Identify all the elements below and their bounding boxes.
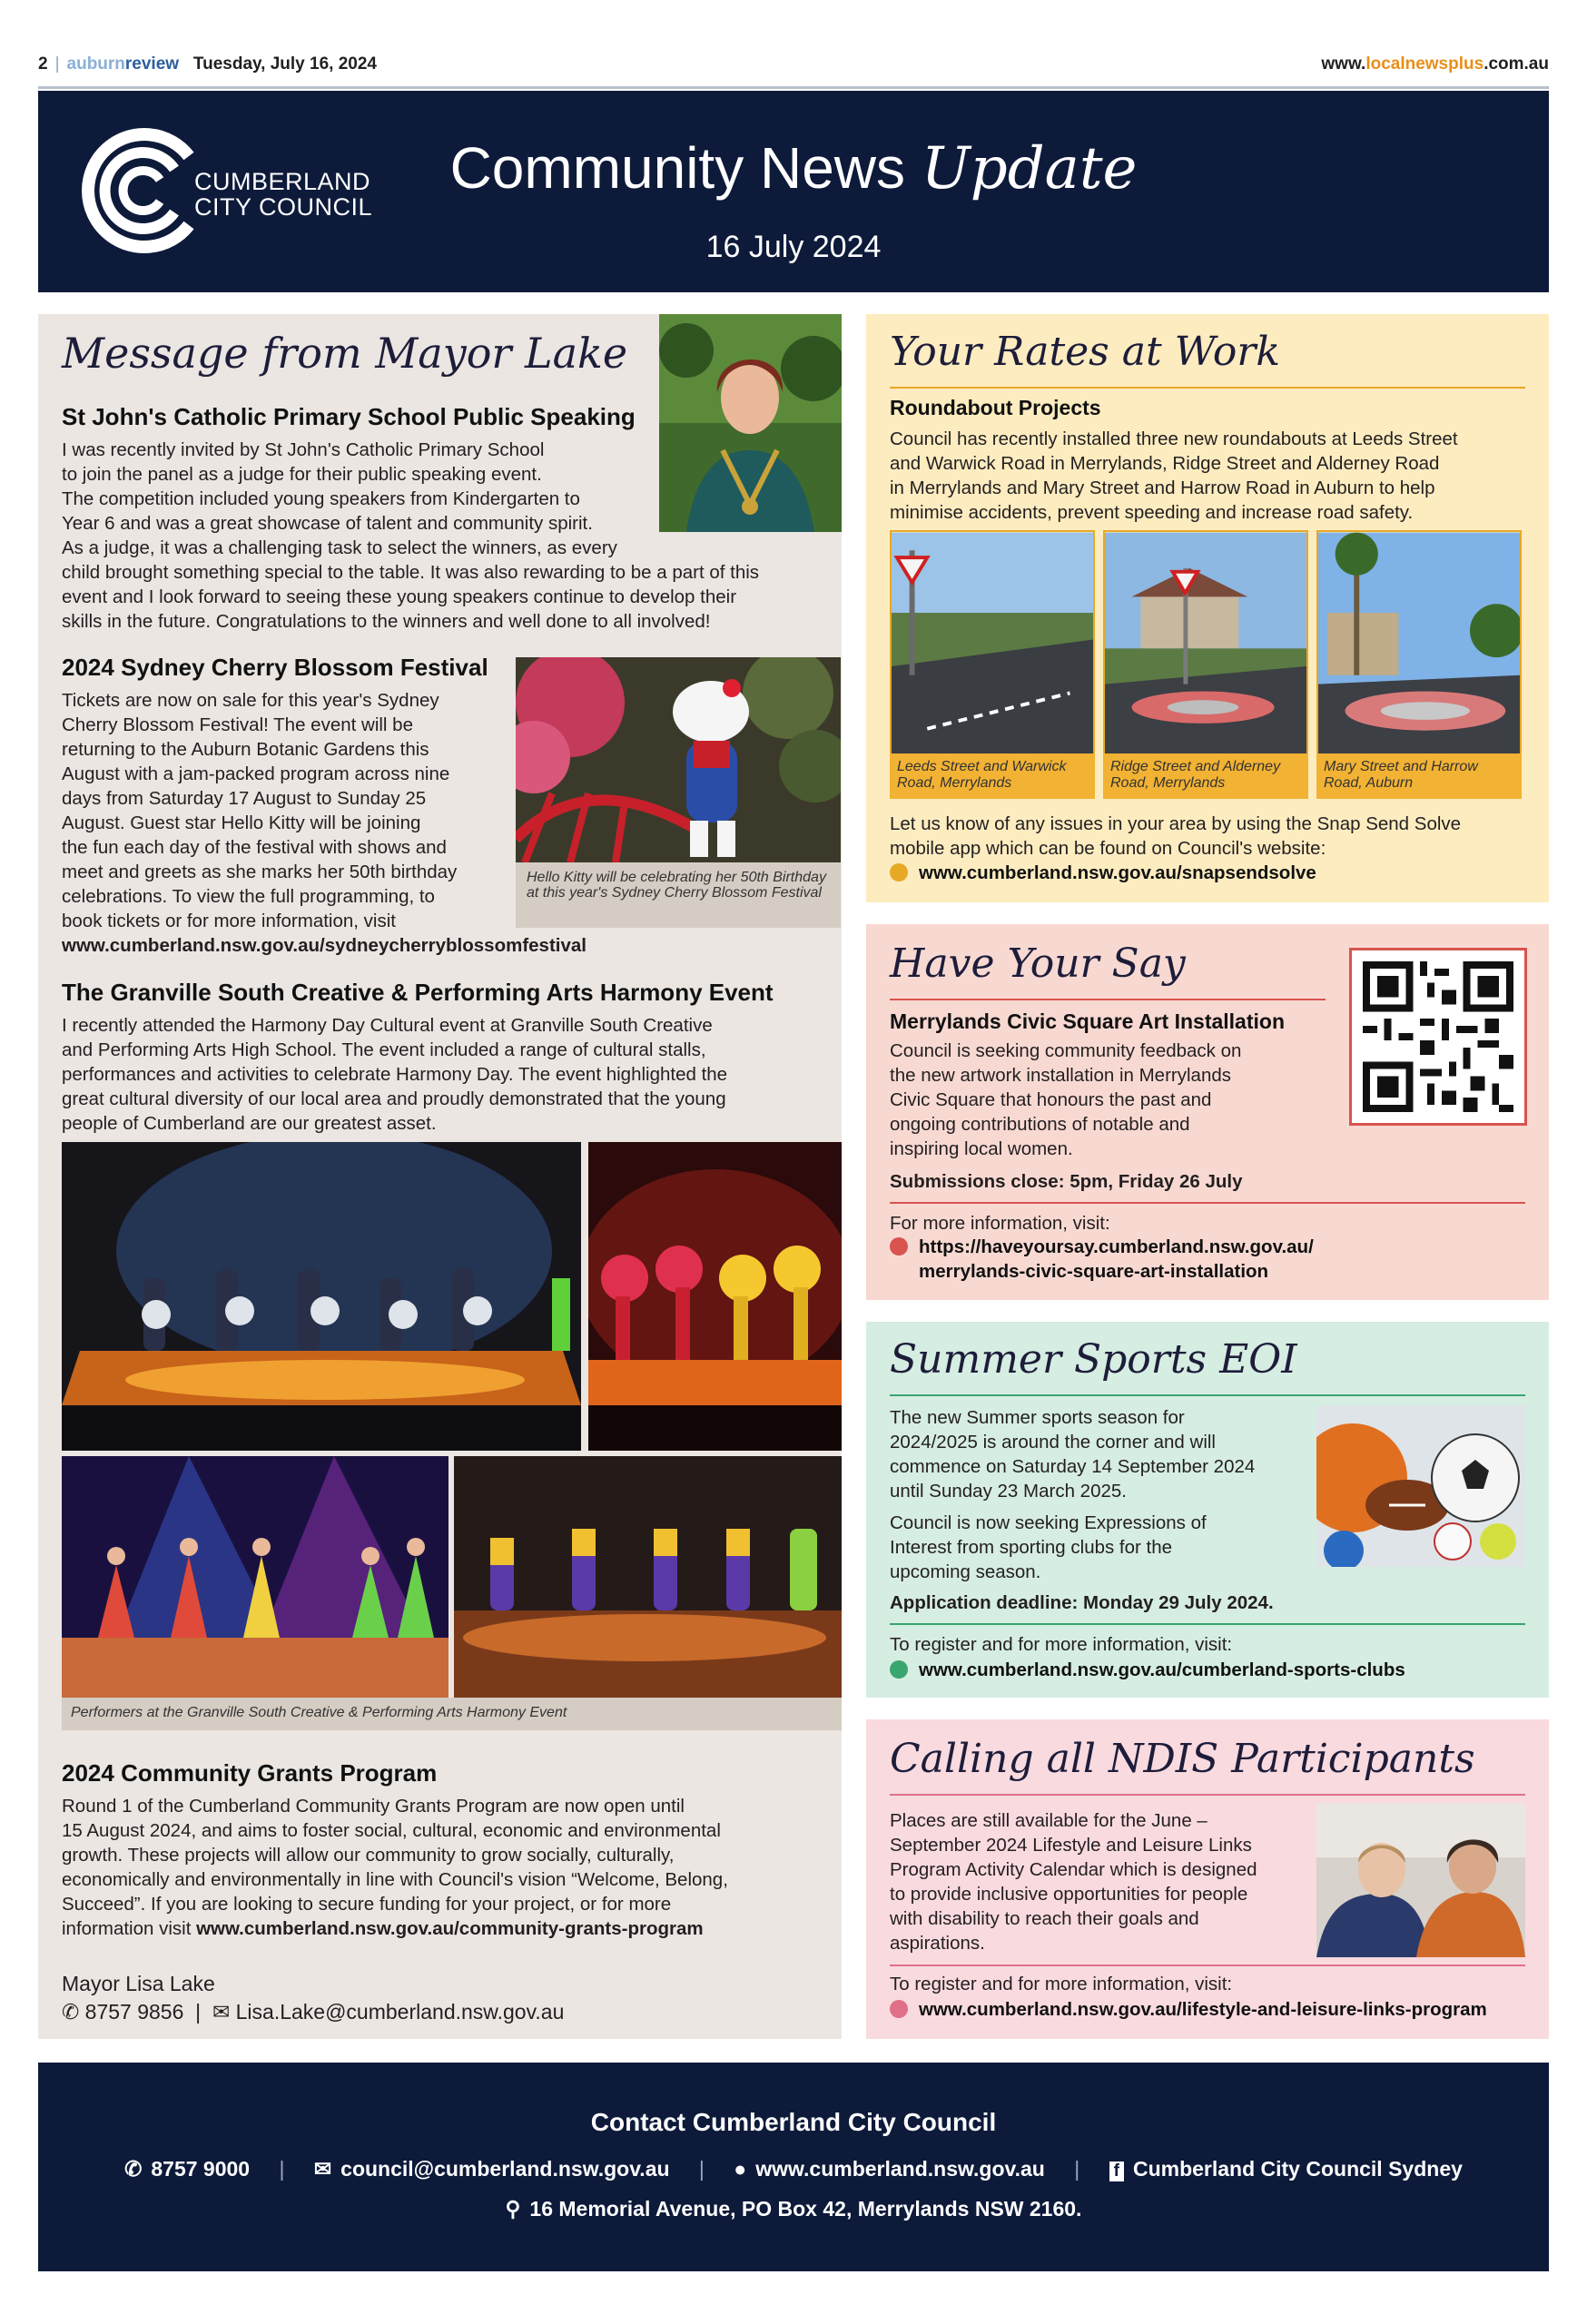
mayor-s3-body: I recently attended the Harmony Day Cultural event at Granville South Creative and Performing Arts High School. The event included a range of cultural stalls, performances and activities to celebrate Harmony Day. The event highlighted the great cultural diversity of our local area and proudly demonstrated that the young people of Cumberland are our greatest asset. bbox=[62, 1015, 728, 1134]
say-heading: Merrylands Civic Square Art Installation bbox=[890, 1009, 1285, 1033]
qr-code-icon[interactable] bbox=[1349, 948, 1527, 1126]
facebook-icon: f bbox=[1109, 2162, 1124, 2181]
mayor-email[interactable]: Lisa.Lake@cumberland.nsw.gov.au bbox=[235, 2000, 565, 2024]
say-title-rule bbox=[890, 999, 1326, 1000]
mayor-s1-body: I was recently invited by St John's Catholic Primary School to join the panel as a judge for their public speaking event. The competition included young speakers from Kindergarten to Year 6 and was a great showcase of talent and community spirit. As a judge, it was a challenging task to select the winners, as every child brought something special to the table. It was also rewarding to be a part of this event and I look forward to seeing these young speakers continue to develop their skills in the future. Congratulations to the winners and well done to all involved! bbox=[62, 439, 760, 632]
paper-brand-light: auburn bbox=[66, 54, 125, 74]
ndis-divider bbox=[890, 1965, 1525, 1966]
mayor-s2-body: Tickets are now on sale for this year's Sydney Cherry Blossom Festival! The event will be returning to the Auburn Botanic Gardens this August with a jam-packed program across nine days from Saturday 17 August to Sunday 25 August. Guest star Hello Kitty will be joining the fun each day of the festival with shows and meet and greets as she marks her 50th birthday celebrations. To view the full programming, to book tickets or for more information, visit www.cumberland.nsw.gov.au/sydneycherryblossomfestival bbox=[62, 690, 586, 956]
group-dance-performance-image bbox=[454, 1456, 842, 1698]
fan-dance-performance-image bbox=[588, 1142, 842, 1451]
cultural-dance-performance-image bbox=[62, 1456, 448, 1698]
sports-title-rule bbox=[890, 1394, 1525, 1396]
envelope-icon: ✉ bbox=[313, 2157, 332, 2181]
footer-email[interactable]: council@cumberland.nsw.gov.au bbox=[340, 2157, 670, 2181]
phone-icon: ✆ bbox=[124, 2157, 143, 2181]
sports-body: The new Summer sports season for 2024/2025 is around the corner and will commence on Saturday 14 September 2024 until Sunday 23 March 2025. bbox=[890, 1407, 1256, 1502]
hello-kitty-caption: Hello Kitty will be celebrating her 50th Birthday at this year's Sydney Cherry Blossom Festival bbox=[516, 862, 841, 928]
footer-facebook[interactable]: Cumberland City Council Sydney bbox=[1132, 2157, 1463, 2181]
event-photos-caption: Performers at the Granville South Creative & Performing Arts Harmony Event bbox=[62, 1698, 842, 1730]
cherry-blossom-link[interactable]: www.cumberland.nsw.gov.au/sydneycherryblossomfestival bbox=[62, 935, 586, 956]
council-logo-text: CUMBERLAND CITY COUNCIL bbox=[194, 168, 373, 221]
mayor-s4-body: Round 1 of the Cumberland Community Grants Program are now open until 15 August 2024, and aims to foster social, cultural, economic and environmental growth. These projects will allow our community to grow socially, culturally, economically and environmentally in line with Council's vision “Welcome, Belong, Succeed”. If you are looking to secure funding for your project, or for more information visit www.cumberland.nsw.gov.au/community-grants-program bbox=[62, 1796, 728, 1939]
say-submissions-close: Submissions close: 5pm, Friday 26 July bbox=[890, 1171, 1243, 1192]
say-title: Have Your Say bbox=[890, 940, 1186, 987]
footer-title: Contact Cumberland City Council bbox=[590, 2108, 997, 2136]
sports-more-info: To register and for more information, visit: bbox=[890, 1634, 1233, 1655]
community-grants-link[interactable]: www.cumberland.nsw.gov.au/community-grants-program bbox=[196, 1918, 704, 1939]
drummers-performance-image bbox=[62, 1142, 581, 1451]
mayor-name: Mayor Lisa Lake bbox=[62, 1972, 215, 1995]
footer-website[interactable]: www.cumberland.nsw.gov.au bbox=[755, 2157, 1045, 2181]
globe-icon bbox=[890, 1660, 908, 1679]
say-body: Council is seeking community feedback on the new artwork installation in Merrylands Civic Square that honours the past and ongoing contributions of notable and inspiring local women. bbox=[890, 1040, 1242, 1159]
rates-title-rule bbox=[890, 387, 1525, 389]
footer-contact-row: ✆ 8757 9000 | ✉ council@cumberland.nsw.gov.au | ● www.cumberland.nsw.gov.au | f Cumberland City Council Sydney bbox=[124, 2157, 1463, 2181]
ndis-title-rule bbox=[890, 1794, 1525, 1796]
footer-phone[interactable]: 8757 9000 bbox=[151, 2157, 251, 2181]
page-number: 2 bbox=[38, 54, 48, 74]
rates-body: Council has recently installed three new roundabouts at Leeds Street and Warwick Road in Merrylands, Ridge Street and Alderney Road in Merrylands and Mary Street and Harrow Road in Auburn to help minimise accidents, prevent speeding and increase road safety. bbox=[890, 428, 1458, 523]
globe-icon bbox=[890, 2000, 908, 2018]
sports-body-2: Council is now seeking Expressions of Interest from sporting clubs for the upcoming season. bbox=[890, 1512, 1207, 1582]
mayor-signature: Mayor Lisa Lake ✆ 8757 9856 | ✉ Lisa.Lake@cumberland.nsw.gov.au bbox=[62, 1972, 565, 2024]
globe-icon: ● bbox=[734, 2157, 747, 2181]
roundabout-caption-1: Leeds Street and Warwick Road, Merrylands bbox=[890, 753, 1095, 799]
newsletter-title: Community News Update bbox=[449, 135, 1138, 202]
ndis-title: Calling all NDIS Participants bbox=[890, 1736, 1475, 1782]
rates-heading: Roundabout Projects bbox=[890, 396, 1101, 419]
say-divider bbox=[890, 1202, 1525, 1204]
sports-link[interactable]: www.cumberland.nsw.gov.au/cumberland-sports-clubs bbox=[890, 1658, 1405, 1682]
sports-balls-image bbox=[1316, 1405, 1525, 1567]
phone-icon: ✆ bbox=[62, 2000, 80, 2024]
roundabout-caption-2: Ridge Street and Alderney Road, Merrylands bbox=[1103, 753, 1308, 799]
ndis-body: Places are still available for the June – September 2024 Lifestyle and Leisure Links Program Activity Calendar which is designed to provide inclusive opportunities for people with disability to reach their goals and aspirations. bbox=[890, 1810, 1257, 1954]
snap-send-solve-link[interactable]: www.cumberland.nsw.gov.au/snapsendsolve bbox=[890, 861, 1316, 885]
newsletter-date: 16 July 2024 bbox=[705, 230, 882, 264]
header-divider bbox=[38, 86, 1549, 89]
roundabout-caption-3: Mary Street and Harrow Road, Auburn bbox=[1316, 753, 1522, 799]
issue-date: Tuesday, July 16, 2024 bbox=[192, 54, 377, 74]
globe-icon bbox=[890, 863, 908, 881]
snap-send-solve-text: Let us know of any issues in your area by using the Snap Send Solve mobile app which can be found on Council's website: bbox=[890, 813, 1462, 859]
mayor-s3-heading: The Granville South Creative & Performing Arts Harmony Event bbox=[62, 979, 774, 1006]
ndis-more-info: To register and for more information, visit: bbox=[890, 1974, 1233, 1994]
envelope-icon: ✉ bbox=[212, 2000, 231, 2024]
page-header-strip: 2 | auburnreview Tuesday, July 16, 2024 www.localnewsplus.com.au bbox=[38, 54, 1549, 74]
say-link[interactable]: https://haveyoursay.cumberland.nsw.gov.au/ merrylands-civic-square-art-installation bbox=[890, 1235, 1314, 1284]
site-url[interactable]: www.localnewsplus.com.au bbox=[1321, 54, 1549, 74]
map-pin-icon: ⚲ bbox=[505, 2197, 521, 2221]
sports-deadline: Application deadline: Monday 29 July 2024. bbox=[890, 1592, 1274, 1613]
mayor-s2-heading: 2024 Sydney Cherry Blossom Festival bbox=[62, 654, 488, 681]
sports-divider bbox=[890, 1623, 1525, 1625]
say-more-info: For more information, visit: bbox=[890, 1213, 1110, 1234]
hello-kitty-image bbox=[516, 657, 841, 862]
mayor-s1-heading: St John's Catholic Primary School Public Speaking bbox=[62, 403, 636, 430]
mayor-section-title: Message from Mayor Lake bbox=[62, 329, 628, 378]
globe-icon bbox=[890, 1237, 908, 1256]
mayor-phone[interactable]: 8757 9856 bbox=[84, 2000, 184, 2024]
rates-title: Your Rates at Work bbox=[890, 329, 1281, 375]
sports-title: Summer Sports EOI bbox=[890, 1336, 1297, 1383]
paper-brand-dark: review bbox=[124, 54, 180, 74]
ndis-participants-image bbox=[1316, 1803, 1525, 1957]
ndis-link[interactable]: www.cumberland.nsw.gov.au/lifestyle-and-leisure-links-program bbox=[890, 1997, 1487, 2022]
footer-address: ⚲ 16 Memorial Avenue, PO Box 42, Merrylands NSW 2160. bbox=[505, 2197, 1082, 2221]
mayor-s4-heading: 2024 Community Grants Program bbox=[62, 1759, 438, 1787]
